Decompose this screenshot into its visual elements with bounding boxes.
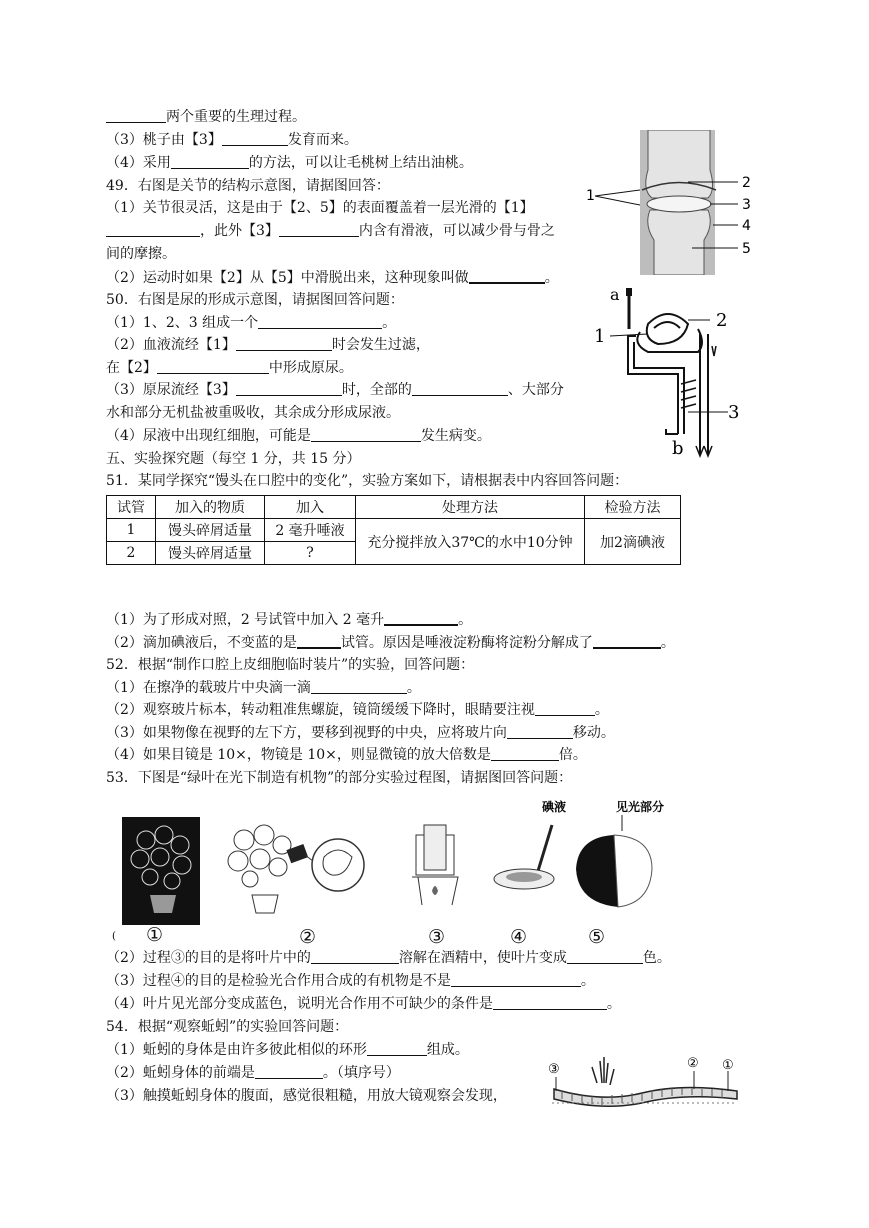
text-line: （2）滴加碘液后，不变蓝的是 试管。原因是唾液淀粉酶将淀粉分解成了 。 [106,635,675,651]
section-heading: 五、实验探究题（每空 1 分，共 15 分） [106,451,361,467]
worm-label: ③ [548,1062,560,1077]
question-53: 53．下图是“绿叶在光下制造有机物”的部分实验过程图，请据图回答问题： [106,770,573,786]
worm-label: ① [722,1058,734,1073]
question-52: 52．根据“制作口腔上皮细胞临时装片”的实验，回答问题： [106,657,475,673]
figure-fragment: ( [112,931,116,942]
table-cell-method: 充分搅拌放入37℃的水中10分钟 [356,519,585,565]
text-line: 水和部分无机盐被重吸收，其余成分形成尿液。 [106,405,400,421]
step-number: ① [146,924,164,946]
text-line: （2）蚯蚓身体的前端是 。（填序号） [106,1065,400,1081]
question-50: 50．右图是尿的形成示意图，请据图回答问题： [106,292,404,308]
question-49: 49．右图是关节的结构示意图，请据图回答： [106,178,390,194]
text-line: （2）观察玻片标本，转动粗准焦螺旋，镜筒缓缓下降时，眼睛要注视 。 [106,702,609,718]
joint-diagram [580,130,765,275]
question-54: 54．根据“观察蚯蚓”的实验回答问题： [106,1019,349,1035]
earthworm-figure [542,1045,742,1120]
table-header: 检验方法 [585,496,681,519]
table-cell: 馒头碎屑适量 [156,519,265,542]
text-line: （3）如果物像在视野的左下方，要移到视野的中央，应将玻片向 移动。 [106,725,615,741]
table-cell: 馒头碎屑适量 [156,542,265,565]
text-line: （2）血液流经【1】 时会发生过滤， [106,337,430,353]
text-line: （3）过程④的目的是检验光合作用合成的有机物是不是 。 [106,973,595,989]
table-row [107,519,681,542]
text-line: （3）原尿流经【3】 时，全部的 、大部分 [106,382,564,398]
table-header: 处理方法 [356,496,585,519]
table-header: 加入 [265,496,356,519]
leaf-experiment-figure [106,795,666,945]
text-line: （4）叶片见光部分变成蓝色，说明光合作用不可缺少的条件是 。 [106,996,621,1012]
question-51: 51．某同学探究“馒头在口腔中的变化”，实验方案如下，请根据表中内容回答问题： [106,473,629,489]
text-line: 两个重要的生理过程。 [106,108,306,126]
text-line: （2）运动时如果【2】从【5】中滑脱出来，这种现象叫做 。 [106,270,559,286]
table-cell: ? [265,542,356,565]
text-line: 在【2】 中形成原尿。 [106,360,353,376]
nephron-label: a [610,285,620,304]
nephron-label: 3 [728,402,740,423]
text-line: （3）桃子由【3】 发育而来。 [106,132,358,148]
text-line: （1）关节很灵活，这是由于【2、5】的表面覆盖着一层光滑的【1】 [106,200,534,216]
text-line: ，此外【3】 内含有滑液，可以减少骨与骨之 [106,222,555,240]
step-number: ③ [428,926,446,948]
text-line: （3）触摸蚯蚓身体的腹面，感觉很粗糙，用放大镜观察会发现， [106,1088,507,1104]
table-header: 试管 [107,496,156,519]
text-line: 间的摩擦。 [106,246,176,262]
joint-label: 3 [742,197,751,213]
table-cell: 1 [107,519,156,542]
lit-part-label: 见光部分 [616,800,665,814]
table-cell: 2 [107,542,156,565]
joint-label: 4 [742,218,751,234]
joint-label: 1 [586,188,595,204]
step-number: ② [299,926,317,948]
text-line: （4）尿液中出现红细胞，可能是 发生病变。 [106,428,491,444]
text-line: （4）如果目镜是 10×，物镜是 10×，则显微镜的放大倍数是 倍。 [106,747,587,763]
experiment-table [106,495,681,565]
iodine-label: 碘液 [542,800,567,814]
text-line: （1）在擦净的载玻片中央滴一滴 。 [106,680,421,696]
step-number: ④ [510,926,528,948]
table-header: 加入的物质 [156,496,265,519]
nephron-label: 2 [716,310,728,331]
table-header-row [107,496,681,519]
text-line: （1）1、2、3 组成一个 。 [106,315,397,331]
joint-label: 2 [742,175,751,191]
text-line: （1）为了形成对照，2 号试管中加入 2 毫升 。 [106,612,473,628]
text-line: （1）蚯蚓的身体是由许多彼此相似的环形 组成。 [106,1042,469,1058]
nephron-label: b [672,438,684,459]
joint-label: 5 [742,241,751,257]
worm-label: ② [687,1056,699,1071]
text-line: （4）采用 的方法，可以让毛桃树上结出油桃。 [106,155,473,171]
table-cell-test: 加2滴碘液 [585,519,681,565]
step-number: ⑤ [588,926,606,948]
nephron-label: 1 [594,326,606,347]
text-line: （2）过程③的目的是将叶片中的 溶解在酒精中，使叶片变成 色。 [106,950,671,966]
nephron-diagram [588,284,748,459]
table-cell: 2 毫升唾液 [265,519,356,542]
